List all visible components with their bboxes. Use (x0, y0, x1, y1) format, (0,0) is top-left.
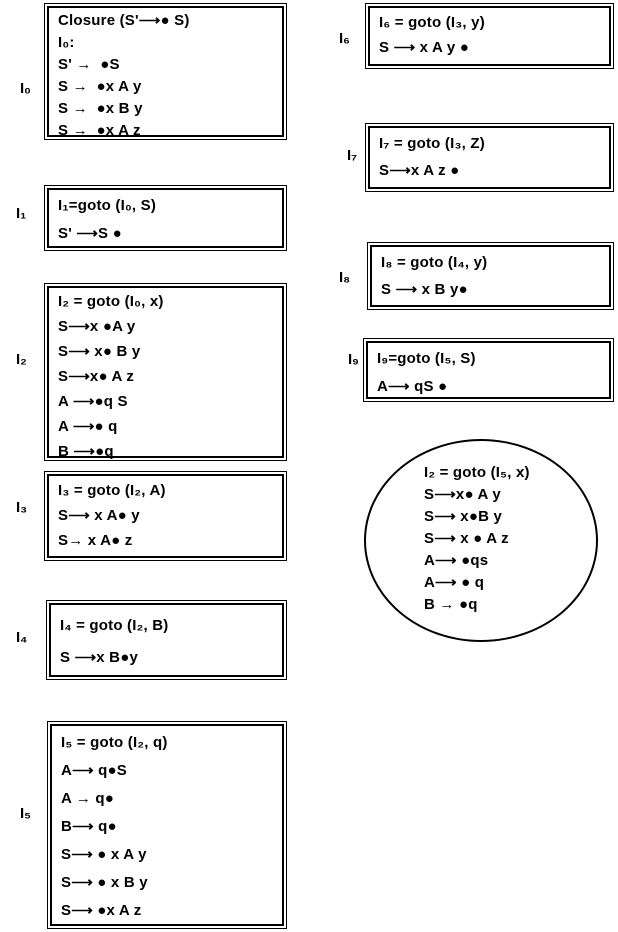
box-i5-title: I₅ = goto (I₂, q) (61, 734, 168, 751)
state-label-i5: I₅ (20, 805, 32, 822)
production-line: S ⟶ x B y● (381, 281, 468, 298)
item-set-box-i1 (44, 185, 287, 251)
ellipse-title: I₂ = goto (I₅, x) (424, 464, 530, 481)
production-line: S⟶ x A● y (58, 507, 140, 524)
box-i4-title: I₄ = goto (I₂, B) (60, 617, 169, 634)
production-line: A⟶ ●qs (424, 552, 489, 569)
production-line: A⟶ q●S (61, 762, 127, 779)
production-line: S⟶x A z ● (379, 162, 460, 179)
state-label-i0: I₀ (20, 80, 31, 97)
production-line: A ⟶●q S (58, 393, 128, 410)
production-line: B⟶ q● (61, 818, 117, 835)
state-label-i6: I₆ (339, 30, 350, 47)
item-set-box-i4 (46, 600, 287, 680)
box-i2-title: I₂ = goto (I₀, x) (58, 293, 164, 310)
production-line: B → ●q (424, 596, 478, 613)
production-line: A ⟶● q (58, 418, 118, 435)
production-line: S⟶ x ● A z (424, 530, 509, 547)
production-line: B ⟶●q (58, 443, 114, 460)
item-set-box-i0 (44, 3, 287, 140)
item-set-box-i6 (365, 3, 614, 69)
production-line: A⟶ ● q (424, 574, 485, 591)
state-label-i8: I₈ (339, 269, 351, 286)
production-line: S⟶x ●A y (58, 318, 136, 335)
state-label-i4: I₄ (16, 629, 28, 646)
item-set-box-i7 (365, 123, 614, 192)
box-i0-subtitle: I₀: (58, 34, 75, 51)
production-line: S → ●x A z (58, 122, 141, 139)
production-line: S⟶ ● x B y (61, 874, 148, 891)
production-line: S → ●x B y (58, 100, 143, 117)
production-line: S → ●x A y (58, 78, 142, 95)
production-line: S⟶ x● B y (58, 343, 141, 360)
state-label-i7: I₇ (347, 147, 358, 164)
production-line: A⟶ qS ● (377, 378, 448, 395)
production-line: S ⟶x B●y (60, 649, 139, 666)
item-set-box-i8 (367, 242, 614, 310)
box-i8-title: I₈ = goto (I₄, y) (381, 254, 488, 271)
box-i1-title: I₁=goto (I₀, S) (58, 197, 157, 214)
box-i6-title: I₆ = goto (I₃, y) (379, 14, 485, 31)
box-i7-title: I₇ = goto (I₃, Z) (379, 135, 485, 152)
item-set-ellipse-i2 (364, 439, 598, 642)
production-line: A → q● (61, 790, 115, 807)
state-label-i1: I₁ (16, 205, 27, 222)
box-i3-title: I₃ = goto (I₂, A) (58, 482, 166, 499)
production-line: S→ x A● z (58, 532, 133, 549)
production-line: S⟶ x●B y (424, 508, 503, 525)
box-i0-title: Closure (S'⟶● S) (58, 12, 190, 29)
state-label-i2: I₂ (16, 351, 27, 368)
item-set-box-i5 (47, 721, 287, 929)
item-set-box-i2 (44, 283, 287, 461)
item-set-box-i9 (363, 338, 614, 402)
state-label-i9: I₉ (348, 351, 359, 368)
production-line: S⟶ ● x A y (61, 846, 147, 863)
state-label-i3: I₃ (16, 499, 28, 516)
production-line: S⟶x● A y (424, 486, 501, 503)
production-line: S⟶x● A z (58, 368, 135, 385)
box-i9-title: I₉=goto (I₅, S) (377, 350, 476, 367)
production-line: S' → ●S (58, 56, 120, 73)
item-set-box-i3 (44, 471, 287, 561)
production-line: S ⟶ x A y ● (379, 39, 470, 56)
production-line: S⟶ ●x A z (61, 902, 142, 919)
production-line: S' ⟶S ● (58, 225, 122, 242)
